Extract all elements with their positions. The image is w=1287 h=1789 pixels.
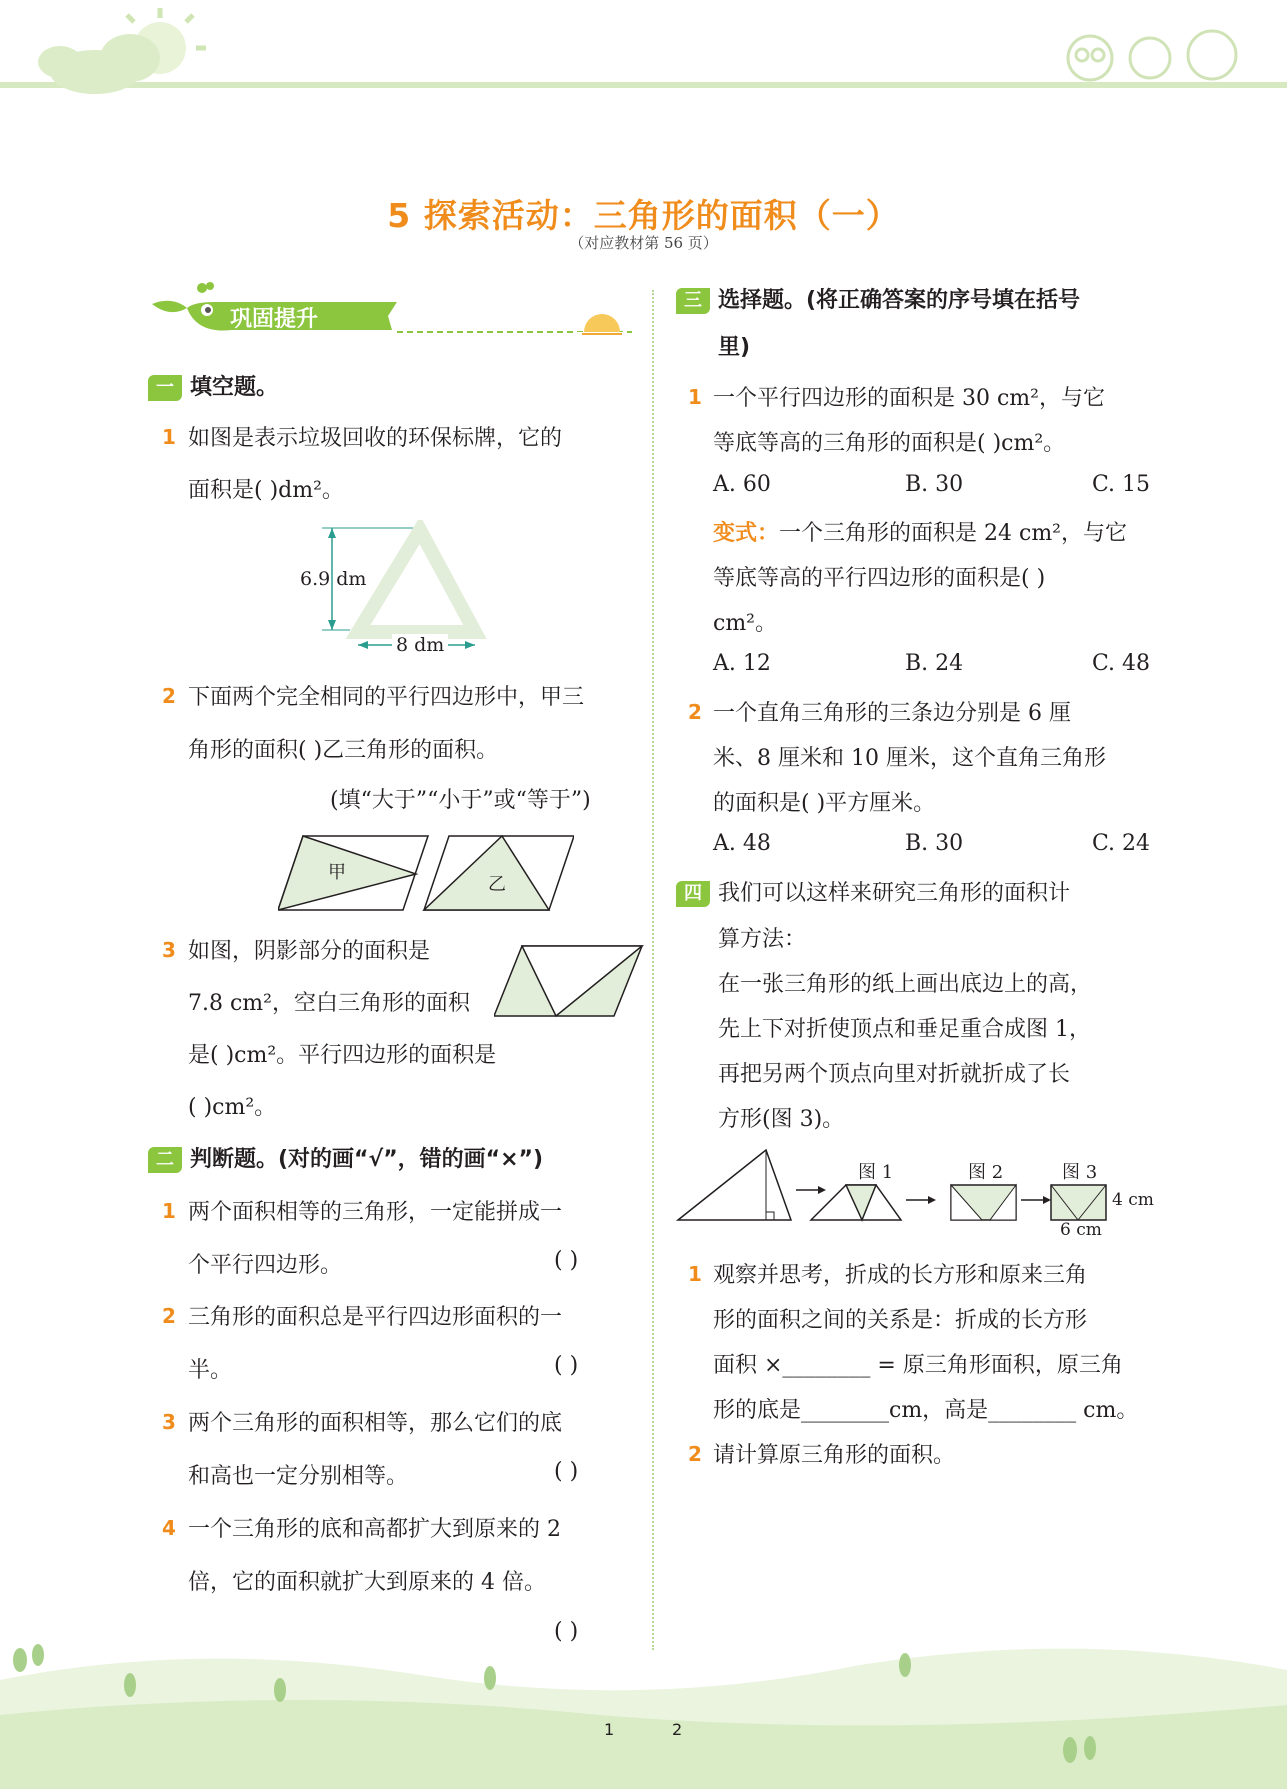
question-text: 一个直角三角形的三条边分别是 6 厘	[713, 701, 1071, 726]
page-number-left: 1	[604, 1720, 615, 1739]
section-banner-label: 巩固提升	[230, 307, 319, 332]
question-text: 半。	[188, 1358, 233, 1383]
question-text: 7.8 cm²，空白三角形的面积	[188, 991, 470, 1016]
option-c[interactable]: C. 24	[1092, 831, 1151, 856]
question-number: 1	[162, 1199, 176, 1223]
question-number: 3	[162, 938, 176, 962]
question-number: 2	[162, 684, 176, 708]
section-title: 判断题。(对的画“√”，错的画“×”)	[190, 1147, 544, 1172]
question-number: 2	[688, 700, 702, 724]
question-text: 一个平行四边形的面积是 30 cm²，与它	[713, 386, 1105, 411]
parallelograms-figure	[278, 834, 574, 914]
answer-parentheses[interactable]: ( )	[554, 1459, 579, 1484]
question-text: 等底等高的平行四边形的面积是( )	[713, 566, 1046, 591]
section-title-cont: 里)	[718, 335, 751, 360]
section-exploration-header	[676, 876, 1070, 907]
question-number: 1	[162, 425, 176, 449]
section-number-badge: 一	[148, 375, 182, 401]
question-text: 倍，它的面积就扩大到原来的 4 倍。	[188, 1570, 546, 1595]
description-text: 再把另两个顶点向里对折就折成了长	[718, 1062, 1071, 1087]
question-hint: (填“大于”“小于”或“等于”)	[330, 788, 591, 813]
section-title-cont: 算方法：	[718, 927, 807, 952]
section-banner	[152, 282, 632, 340]
question-text: 等底等高的三角形的面积是( )cm²。	[713, 431, 1066, 456]
question-text: 面积 ×________ = 原三角形面积，原三角	[713, 1353, 1123, 1378]
option-b[interactable]: B. 30	[905, 831, 964, 856]
question-number: 1	[688, 385, 702, 409]
question-text: 三角形的面积总是平行四边形面积的一	[188, 1305, 563, 1330]
question-text: 下面两个完全相同的平行四边形中，甲三	[188, 685, 585, 710]
question-text: 米、8 厘米和 10 厘米，这个直角三角形	[713, 746, 1106, 771]
section-number-badge: 三	[676, 288, 710, 314]
base-label: 8 dm	[392, 634, 448, 656]
page-number-right: 2	[672, 1720, 683, 1739]
animal-mascots-icon	[1068, 31, 1236, 80]
question-text: 个平行四边形。	[188, 1253, 343, 1278]
question-text: 面积是( )dm²。	[188, 478, 344, 503]
question-text: 形的底是________cm，高是________ cm。	[713, 1398, 1139, 1423]
height-label: 6.9 dm	[300, 568, 367, 590]
option-a[interactable]: A. 12	[713, 651, 771, 676]
description-text: 先上下对折使顶点和垂足重合成图 1，	[718, 1017, 1091, 1042]
section-multiple-choice-header	[676, 283, 1080, 314]
question-text: 请计算原三角形的面积。	[713, 1443, 956, 1468]
shaded-parallelogram-figure	[494, 944, 644, 1018]
question-text: 形的面积之间的关系是：折成的长方形	[713, 1308, 1088, 1333]
answer-parentheses[interactable]: ( )	[554, 1248, 579, 1273]
question-text: 和高也一定分别相等。	[188, 1464, 409, 1489]
section-number-badge: 四	[676, 881, 710, 907]
section-title: 我们可以这样来研究三角形的面积计	[718, 881, 1071, 906]
question-text: 角形的面积( )乙三角形的面积。	[188, 738, 499, 763]
question-text: 观察并思考，折成的长方形和原来三角	[713, 1263, 1088, 1288]
option-c[interactable]: C. 48	[1092, 651, 1151, 676]
question-text: 如图，阴影部分的面积是	[188, 939, 431, 964]
answer-parentheses[interactable]: ( )	[554, 1619, 579, 1644]
question-text: 两个面积相等的三角形，一定能拼成一	[188, 1200, 563, 1225]
question-text: cm²。	[713, 611, 778, 636]
question-number: 3	[162, 1410, 176, 1434]
variant-question	[713, 516, 1127, 547]
question-text: 如图是表示垃圾回收的环保标牌，它的	[188, 426, 563, 451]
section-title: 填空题。	[190, 375, 279, 400]
page-title: 5 探索活动：三角形的面积（一）	[387, 196, 900, 235]
label-jia: 甲	[328, 862, 346, 883]
section-true-false-header	[148, 1142, 543, 1173]
option-b[interactable]: B. 24	[905, 651, 964, 676]
answer-parentheses[interactable]: ( )	[554, 1353, 579, 1378]
option-b[interactable]: B. 30	[905, 472, 964, 497]
column-divider	[652, 290, 654, 1650]
figure-label-1: 图 1	[858, 1162, 894, 1183]
question-text: ( )cm²。	[188, 1095, 277, 1120]
option-c[interactable]: C. 15	[1092, 472, 1151, 497]
figure-label-3: 图 3	[1062, 1162, 1098, 1183]
question-text: 一个三角形的面积是 24 cm²，与它	[779, 521, 1127, 546]
question-text: 是( )cm²。平行四边形的面积是	[188, 1043, 497, 1068]
footer-landscape-decoration	[0, 1630, 1287, 1789]
section-number-badge: 二	[148, 1147, 182, 1173]
description-text: 方形(图 3)。	[718, 1107, 845, 1132]
question-text: 一个三角形的底和高都扩大到原来的 2	[188, 1517, 561, 1542]
section-fill-in-blank-header	[148, 370, 278, 401]
recycle-sign-figure	[290, 520, 490, 660]
label-yi: 乙	[488, 874, 506, 895]
variant-label: 变式：	[713, 521, 780, 546]
height-label: 4 cm	[1112, 1190, 1154, 1210]
figure-label-2: 图 2	[968, 1162, 1004, 1183]
option-a[interactable]: A. 60	[713, 472, 771, 497]
question-number: 2	[688, 1442, 702, 1466]
option-a[interactable]: A. 48	[713, 831, 771, 856]
width-label: 6 cm	[1060, 1220, 1102, 1240]
header-decoration	[0, 0, 1287, 100]
description-text: 在一张三角形的纸上画出底边上的高，	[718, 972, 1093, 997]
question-number: 4	[162, 1516, 176, 1540]
question-number: 1	[688, 1262, 702, 1286]
whale-banner-icon	[152, 282, 632, 340]
section-title: 选择题。(将正确答案的序号填在括号	[718, 288, 1081, 313]
question-text: 的面积是( )平方厘米。	[713, 791, 936, 816]
page-subtitle: （对应教材第 56 页）	[569, 234, 718, 252]
question-number: 2	[162, 1304, 176, 1328]
question-text: 两个三角形的面积相等，那么它们的底	[188, 1411, 563, 1436]
